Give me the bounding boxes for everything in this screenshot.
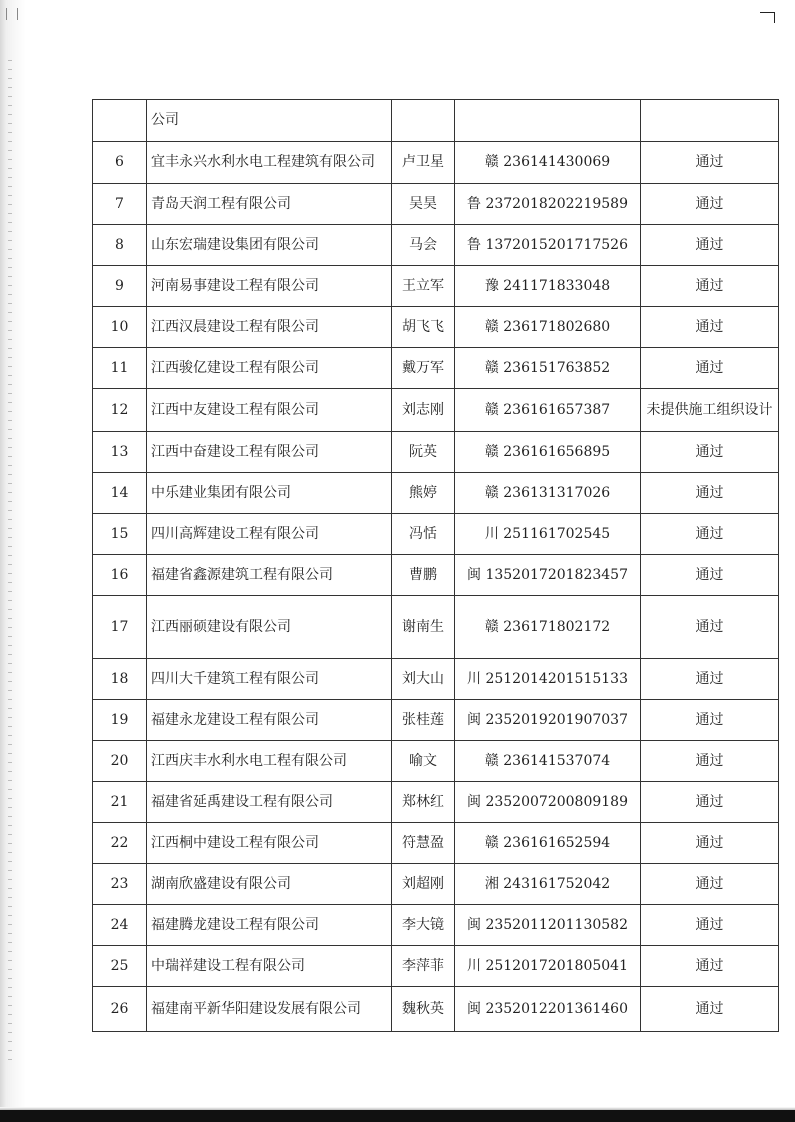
company-name: 江西桐中建设工程有限公司 — [147, 823, 392, 864]
row-number: 26 — [93, 987, 147, 1032]
certificate-number: 川 251161702545 — [455, 514, 641, 555]
review-result: 通过 — [641, 946, 779, 987]
company-name: 江西汉晨建设工程有限公司 — [147, 307, 392, 348]
review-result: 通过 — [641, 555, 779, 596]
company-name: 福建腾龙建设工程有限公司 — [147, 905, 392, 946]
table-row — [93, 432, 779, 473]
table-row — [93, 348, 779, 389]
certificate-number: 川 2512017201805041 — [455, 946, 641, 987]
certificate-number: 赣 236151763852 — [455, 348, 641, 389]
person-name: 李萍菲 — [392, 946, 455, 987]
person-name: 曹鹏 — [392, 555, 455, 596]
person-name: 冯恬 — [392, 514, 455, 555]
table-row — [93, 473, 779, 514]
review-result: 通过 — [641, 225, 779, 266]
scan-bottom-edge — [0, 1110, 795, 1122]
table-row — [93, 596, 779, 659]
company-name: 福建省鑫源建筑工程有限公司 — [147, 555, 392, 596]
person-name: 刘超刚 — [392, 864, 455, 905]
person-name: 卢卫星 — [392, 142, 455, 184]
person-name: 刘志刚 — [392, 389, 455, 432]
company-name: 四川大千建筑工程有限公司 — [147, 659, 392, 700]
review-result: 通过 — [641, 184, 779, 225]
company-name: 福建南平新华阳建设发展有限公司 — [147, 987, 392, 1032]
review-result: 未提供施工组织设计 — [641, 389, 779, 432]
scan-left-edge — [0, 0, 26, 1122]
table-row — [93, 514, 779, 555]
certificate-number: 闽 2352007200809189 — [455, 782, 641, 823]
table-row — [93, 700, 779, 741]
person-name: 王立军 — [392, 266, 455, 307]
review-result: 通过 — [641, 700, 779, 741]
company-name: 江西庆丰水利水电工程有限公司 — [147, 741, 392, 782]
company-name: 江西丽硕建设有限公司 — [147, 596, 392, 659]
certificate-number — [455, 100, 641, 142]
person-name: 魏秋英 — [392, 987, 455, 1032]
review-result: 通过 — [641, 348, 779, 389]
row-number: 16 — [93, 555, 147, 596]
row-number: 25 — [93, 946, 147, 987]
table-row — [93, 782, 779, 823]
person-name: 喻文 — [392, 741, 455, 782]
row-number: 23 — [93, 864, 147, 905]
row-number: 14 — [93, 473, 147, 514]
scan-corner-mark-right — [760, 12, 775, 23]
scan-noise — [8, 60, 12, 1060]
person-name — [392, 100, 455, 142]
table-row — [93, 905, 779, 946]
company-name: 宜丰永兴水利水电工程建筑有限公司 — [147, 142, 392, 184]
scan-corner-mark-left — [6, 8, 18, 20]
table-row — [93, 307, 779, 348]
company-name: 中瑞祥建设工程有限公司 — [147, 946, 392, 987]
row-number: 6 — [93, 142, 147, 184]
review-result: 通过 — [641, 307, 779, 348]
table-row — [93, 741, 779, 782]
person-name: 李大镜 — [392, 905, 455, 946]
certificate-number: 鲁 1372015201717526 — [455, 225, 641, 266]
person-name: 戴万军 — [392, 348, 455, 389]
company-name: 中乐建业集团有限公司 — [147, 473, 392, 514]
review-result — [641, 100, 779, 142]
review-result: 通过 — [641, 659, 779, 700]
table-row — [93, 100, 779, 142]
certificate-number: 闽 2352012201361460 — [455, 987, 641, 1032]
certificate-number: 赣 236171802172 — [455, 596, 641, 659]
certificate-number: 赣 236131317026 — [455, 473, 641, 514]
certificate-number: 赣 236141430069 — [455, 142, 641, 184]
certificate-number: 赣 236161656895 — [455, 432, 641, 473]
company-name: 山东宏瑞建设集团有限公司 — [147, 225, 392, 266]
table-row — [93, 555, 779, 596]
table-row — [93, 225, 779, 266]
company-name: 福建永龙建设工程有限公司 — [147, 700, 392, 741]
person-name: 熊婷 — [392, 473, 455, 514]
certificate-number: 赣 236141537074 — [455, 741, 641, 782]
row-number: 22 — [93, 823, 147, 864]
person-name: 张桂莲 — [392, 700, 455, 741]
company-name: 青岛天润工程有限公司 — [147, 184, 392, 225]
row-number: 13 — [93, 432, 147, 473]
certificate-number: 赣 236161652594 — [455, 823, 641, 864]
certificate-number: 闽 2352011201130582 — [455, 905, 641, 946]
person-name: 符慧盈 — [392, 823, 455, 864]
certificate-number: 鲁 2372018202219589 — [455, 184, 641, 225]
review-result: 通过 — [641, 142, 779, 184]
row-number: 24 — [93, 905, 147, 946]
certificate-number: 赣 236171802680 — [455, 307, 641, 348]
company-name: 江西中奋建设工程有限公司 — [147, 432, 392, 473]
certificate-number: 川 2512014201515133 — [455, 659, 641, 700]
table-row — [93, 864, 779, 905]
row-number: 15 — [93, 514, 147, 555]
table-row — [93, 389, 779, 432]
review-result: 通过 — [641, 741, 779, 782]
review-result: 通过 — [641, 266, 779, 307]
certificate-number: 豫 241171833048 — [455, 266, 641, 307]
review-result: 通过 — [641, 782, 779, 823]
row-number: 12 — [93, 389, 147, 432]
review-result: 通过 — [641, 905, 779, 946]
person-name: 胡飞飞 — [392, 307, 455, 348]
review-result: 通过 — [641, 473, 779, 514]
certificate-number: 闽 2352019201907037 — [455, 700, 641, 741]
review-result: 通过 — [641, 514, 779, 555]
row-number: 7 — [93, 184, 147, 225]
row-number: 11 — [93, 348, 147, 389]
company-name: 福建省延禹建设工程有限公司 — [147, 782, 392, 823]
table-row — [93, 987, 779, 1032]
table-row — [93, 142, 779, 184]
company-name: 江西骏亿建设工程有限公司 — [147, 348, 392, 389]
company-name: 河南易事建设工程有限公司 — [147, 266, 392, 307]
person-name: 刘大山 — [392, 659, 455, 700]
company-name: 四川高辉建设工程有限公司 — [147, 514, 392, 555]
review-result: 通过 — [641, 596, 779, 659]
company-name: 江西中友建设工程有限公司 — [147, 389, 392, 432]
row-number — [93, 100, 147, 142]
certificate-number: 闽 1352017201823457 — [455, 555, 641, 596]
person-name: 谢南生 — [392, 596, 455, 659]
certificate-number: 湘 243161752042 — [455, 864, 641, 905]
review-result: 通过 — [641, 987, 779, 1032]
review-result: 通过 — [641, 432, 779, 473]
review-result: 通过 — [641, 823, 779, 864]
row-number: 19 — [93, 700, 147, 741]
row-number: 18 — [93, 659, 147, 700]
row-number: 20 — [93, 741, 147, 782]
table-row — [93, 266, 779, 307]
person-name: 阮英 — [392, 432, 455, 473]
person-name: 郑林红 — [392, 782, 455, 823]
row-number: 9 — [93, 266, 147, 307]
table-row — [93, 184, 779, 225]
row-number: 8 — [93, 225, 147, 266]
row-number: 21 — [93, 782, 147, 823]
person-name: 马会 — [392, 225, 455, 266]
table-row — [93, 823, 779, 864]
row-number: 17 — [93, 596, 147, 659]
person-name: 吴昊 — [392, 184, 455, 225]
certificate-number: 赣 236161657387 — [455, 389, 641, 432]
table-row — [93, 659, 779, 700]
table-row — [93, 946, 779, 987]
review-result: 通过 — [641, 864, 779, 905]
results-table-body — [93, 100, 779, 1032]
row-number: 10 — [93, 307, 147, 348]
company-name: 湖南欣盛建设有限公司 — [147, 864, 392, 905]
results-table — [92, 99, 779, 1032]
company-name: 公司 — [147, 100, 392, 142]
